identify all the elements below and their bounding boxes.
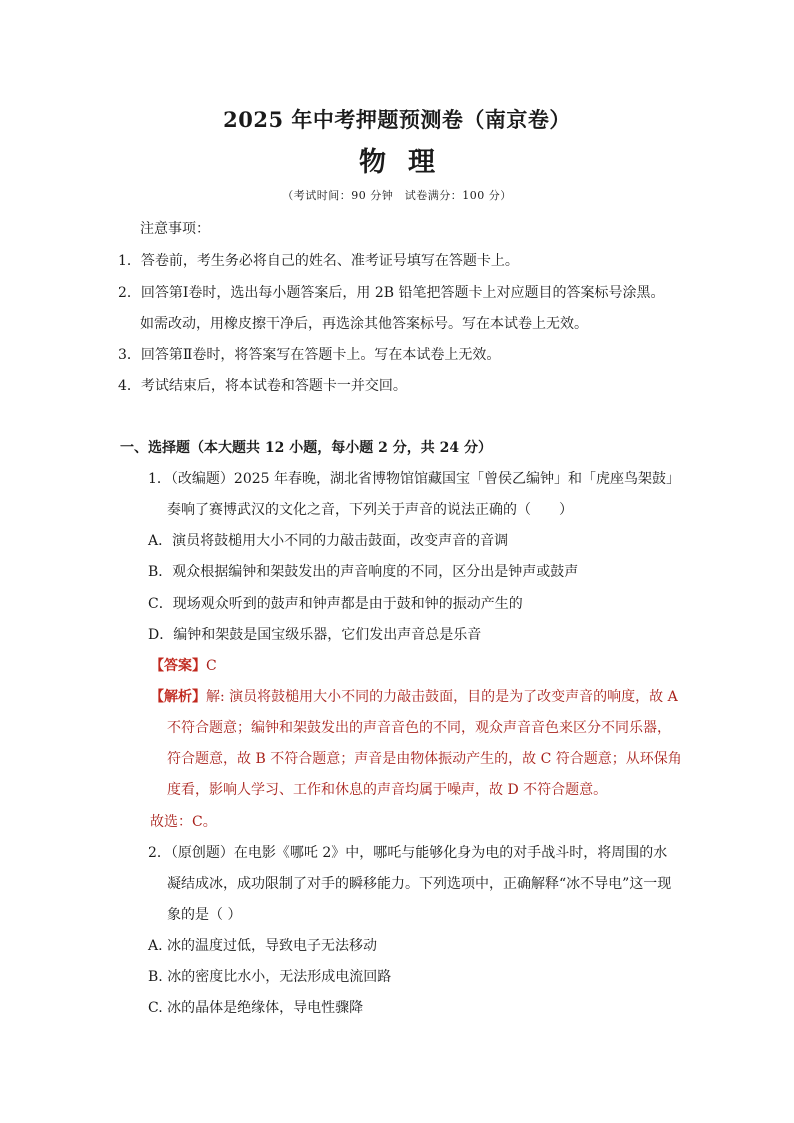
q1-option-c: C．现场观众听到的鼓声和钟声都是由于鼓和钟的振动产生的	[148, 596, 523, 612]
q1-option-d: D．编钟和架鼓是国宝级乐器，它们发出声音总是乐音	[148, 627, 482, 643]
q1-answer	[150, 655, 217, 675]
notice-item-2: 2．回答第Ⅰ卷时，选出每小题答案后，用 2B 铅笔把答题卡上对应题目的答案标号涂黑。	[118, 285, 665, 301]
exam-meta: （考试时间：90 分钟 试卷满分：100 分）	[282, 189, 512, 202]
q1-option-a: A．演员将鼓槌用大小不同的力敲击鼓面，改变声音的音调	[148, 533, 509, 549]
q1-stem-line-2: 奏响了赛博武汉的文化之音，下列关于声音的说法正确的（ ）	[167, 502, 573, 518]
notice-item-2-cont: 如需改动，用橡皮擦干净后，再选涂其他答案标号。写在本试卷上无效。	[140, 316, 588, 332]
q2-option-c: C. 冰的晶体是绝缘体，导电性骤降	[148, 1000, 364, 1016]
q2-stem-line-3: 象的是（ ）	[167, 907, 242, 923]
section-heading: 一、选择题（本大题共 12 小题，每小题 2 分，共 24 分）	[120, 440, 492, 456]
analysis-text-1: 解: 演员将鼓槌用大小不同的力敲击鼓面，目的是为了改变声音的响度，故 A	[206, 689, 678, 705]
q1-stem-line-1: 1．（改编题）2025 年春晚，湖北省博物馆馆藏国宝「曾侯乙编钟」和「虎座鸟架鼓」	[148, 471, 680, 487]
exam-title: 2025 年中考押题预测卷（南京卷）	[223, 107, 571, 132]
analysis-tag: 【解析】	[150, 689, 206, 705]
notice-heading: 注意事项：	[140, 221, 210, 237]
notice-item-1: 1．答卷前，考生务必将自己的姓名、准考证号填写在答题卡上。	[118, 253, 519, 269]
q1-conclusion: 故选：C。	[150, 814, 217, 830]
q2-stem-line-2: 凝结成冰，成功限制了对手的瞬移能力。下列选项中，正确解释“冰不导电”这一现	[167, 876, 672, 892]
q2-option-a: A. 冰的温度过低，导致电子无法移动	[148, 938, 378, 954]
q1-analysis-line-1	[150, 686, 678, 706]
answer-value: C	[206, 658, 217, 674]
q2-stem-line-1: 2．（原创题）在电影《哪吒 2》中，哪吒与能够化身为电的对手战斗时，将周围的水	[148, 845, 668, 861]
q1-analysis-line-2: 不符合题意；编钟和架鼓发出的声音音色的不同，观众声音音色来区分不同乐器，	[167, 720, 671, 736]
subject-title: 物理	[359, 147, 457, 178]
q1-analysis-line-3: 符合题意，故 B 不符合题意；声音是由物体振动产生的，故 C 符合题意；从环保角	[167, 751, 682, 767]
notice-item-3: 3．回答第Ⅱ卷时，将答案写在答题卡上。写在本试卷上无效。	[118, 347, 501, 363]
q2-option-b: B. 冰的密度比水小，无法形成电流回路	[148, 969, 392, 985]
answer-tag: 【答案】	[150, 658, 206, 674]
q1-option-b: B．观众根据编钟和架鼓发出的声音响度的不同，区分出是钟声或鼓声	[148, 564, 579, 580]
notice-item-4: 4．考试结束后，将本试卷和答题卡一并交回。	[118, 378, 407, 394]
q1-analysis-line-4: 度看，影响人学习、工作和休息的声音均属于噪声，故 D 不符合题意。	[167, 782, 608, 798]
